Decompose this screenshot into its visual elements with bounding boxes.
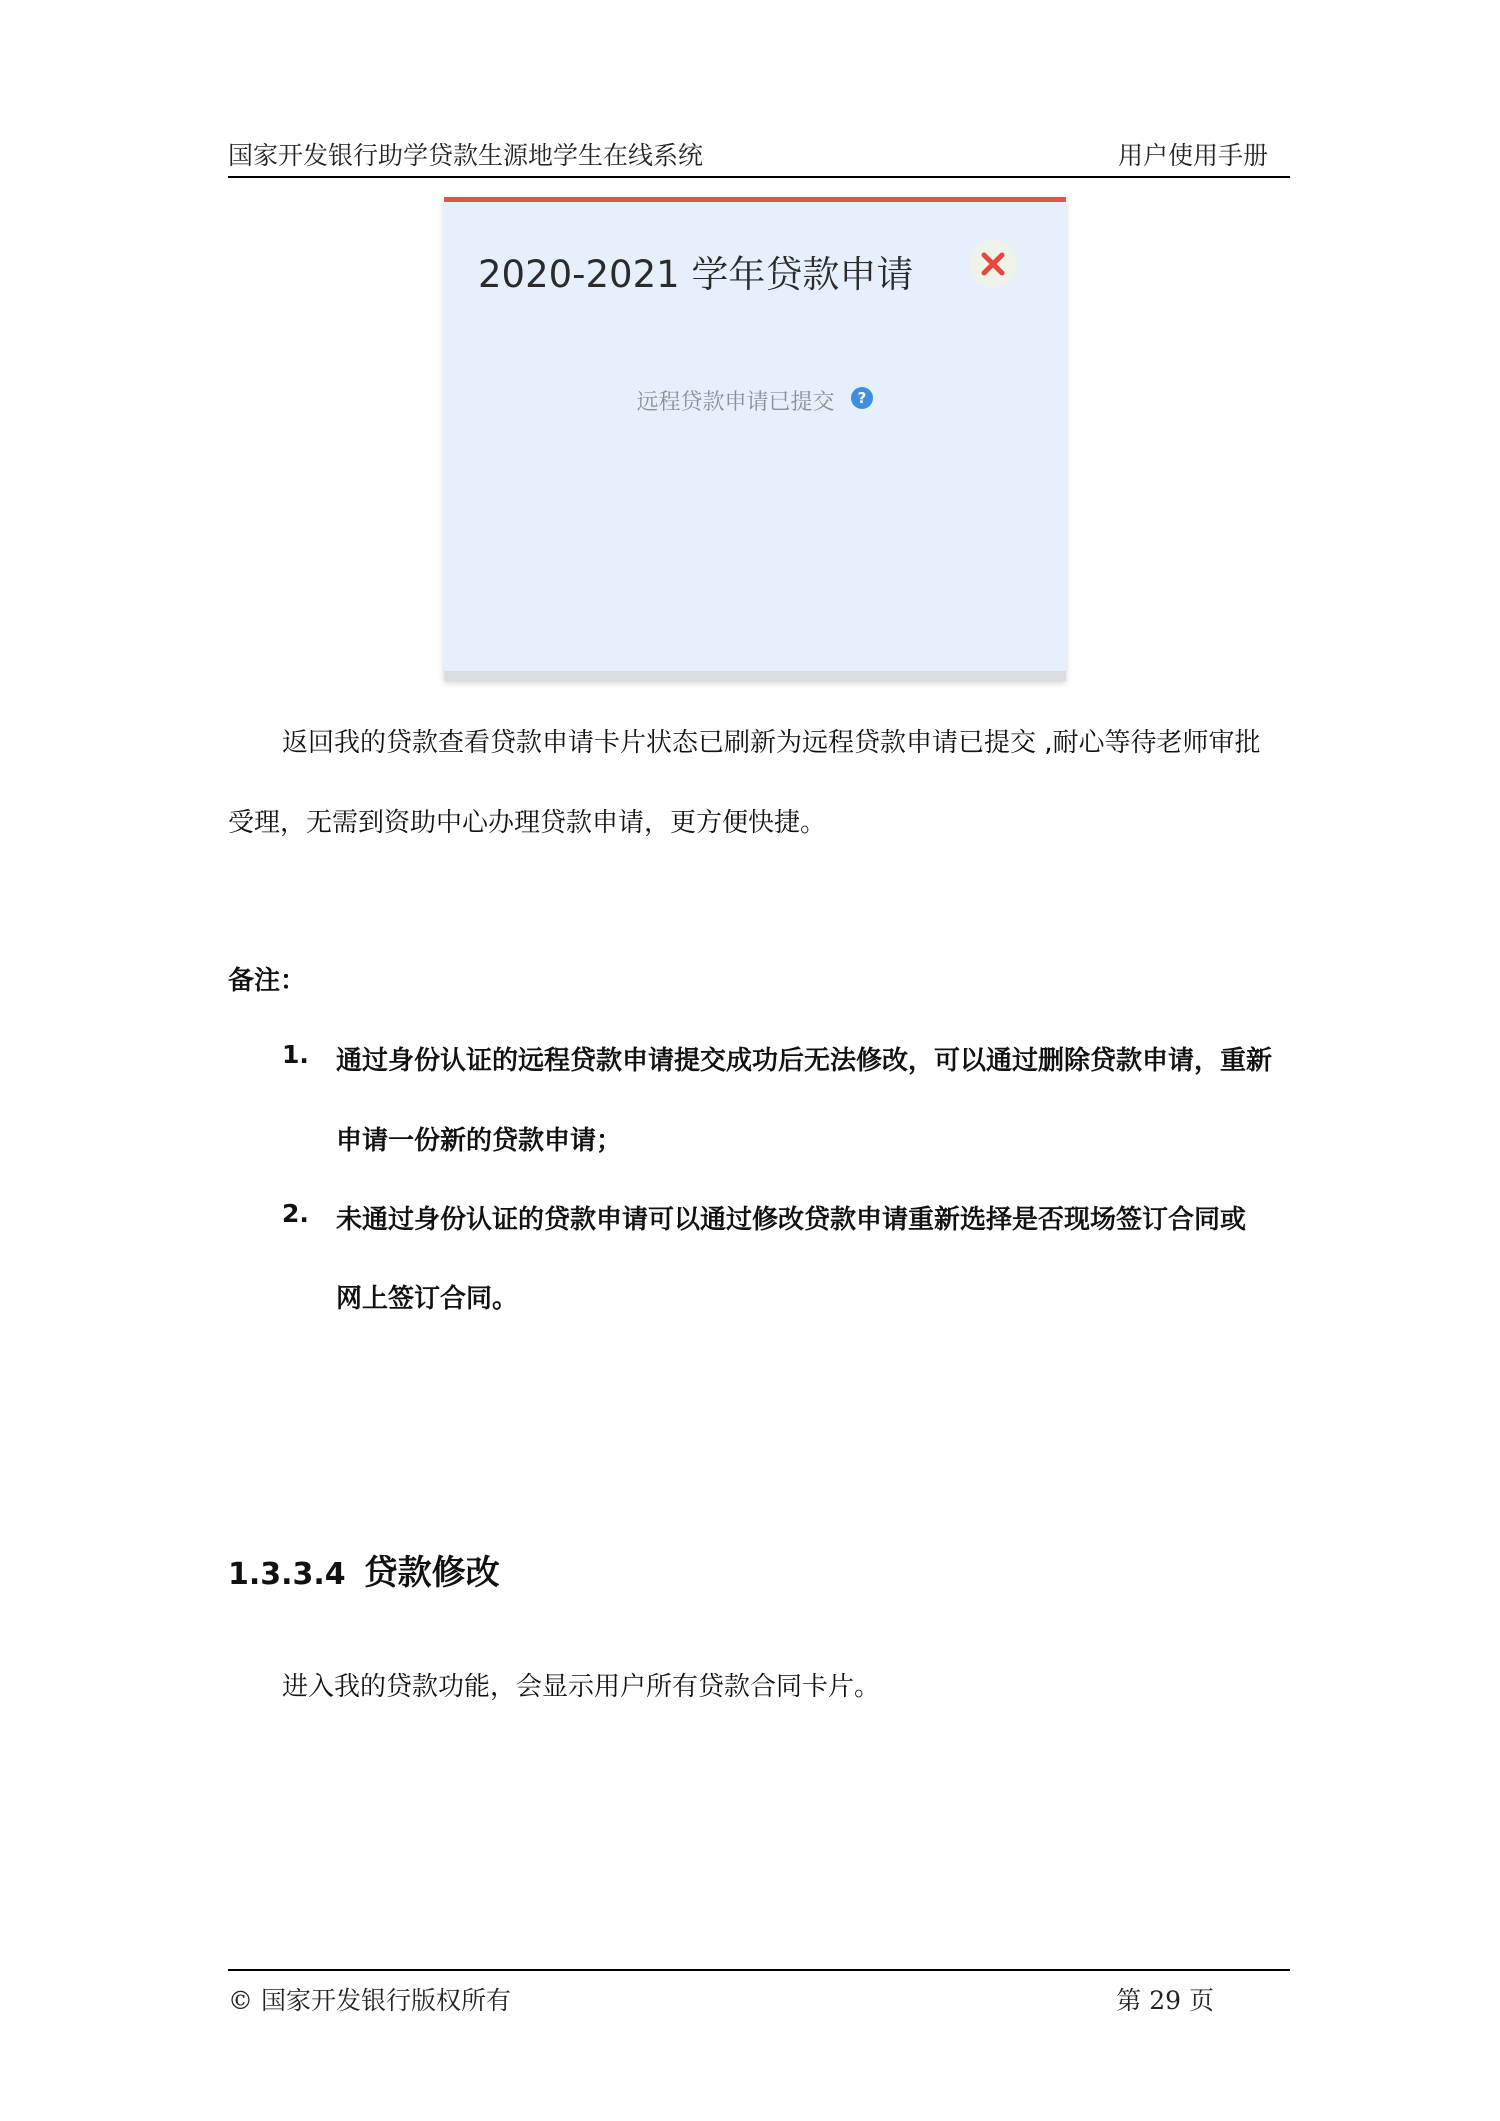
paragraph-line: 返回我的贷款查看贷款申请卡片状态已刷新为远程贷款申请已提交 ,耐心等待老师审批 [282, 728, 1261, 758]
page-footer [228, 1969, 1290, 2021]
dialog-bottom-bar [444, 671, 1066, 681]
close-icon [980, 251, 1006, 277]
copyright: © 国家开发银行版权所有 [228, 1986, 511, 2015]
page-header [228, 134, 1290, 178]
note-number: 2. [282, 1199, 309, 1228]
close-button[interactable] [969, 240, 1017, 288]
note-text: 未通过身份认证的贷款申请可以通过修改贷款申请重新选择是否现场签订合同或 [336, 1205, 1247, 1235]
question-circle-icon[interactable] [850, 386, 874, 416]
note-text: 通过身份认证的远程贷款申请提交成功后无法修改，可以通过删除贷款申请，重新 [336, 1046, 1273, 1076]
paragraph-line: 受理，无需到资助中心办理贷款申请，更方便快捷。 [228, 808, 827, 838]
application-status [444, 385, 1066, 416]
dialog-title: 2020-2021 学年贷款申请 [478, 253, 914, 296]
note-text: 申请一份新的贷款申请； [336, 1126, 623, 1156]
section-heading [228, 1545, 500, 1594]
document-subtitle: 用户使用手册 [1117, 141, 1268, 170]
page-number: 第 29 页 [1116, 1986, 1214, 2015]
note-text: 网上签订合同。 [336, 1284, 519, 1314]
loan-application-dialog-screenshot [444, 197, 1066, 681]
section-number: 1.3.3.4 [228, 1557, 346, 1592]
note-label: 备注： [228, 966, 307, 996]
svg-text:?: ? [857, 389, 866, 407]
section-title: 贷款修改 [363, 1553, 500, 1593]
status-text: 远程贷款申请已提交 [636, 390, 835, 415]
section-intro: 进入我的贷款功能，会显示用户所有贷款合同卡片。 [282, 1672, 881, 1702]
document-title: 国家开发银行助学贷款生源地学生在线系统 [228, 141, 704, 170]
note-number: 1. [282, 1040, 309, 1069]
